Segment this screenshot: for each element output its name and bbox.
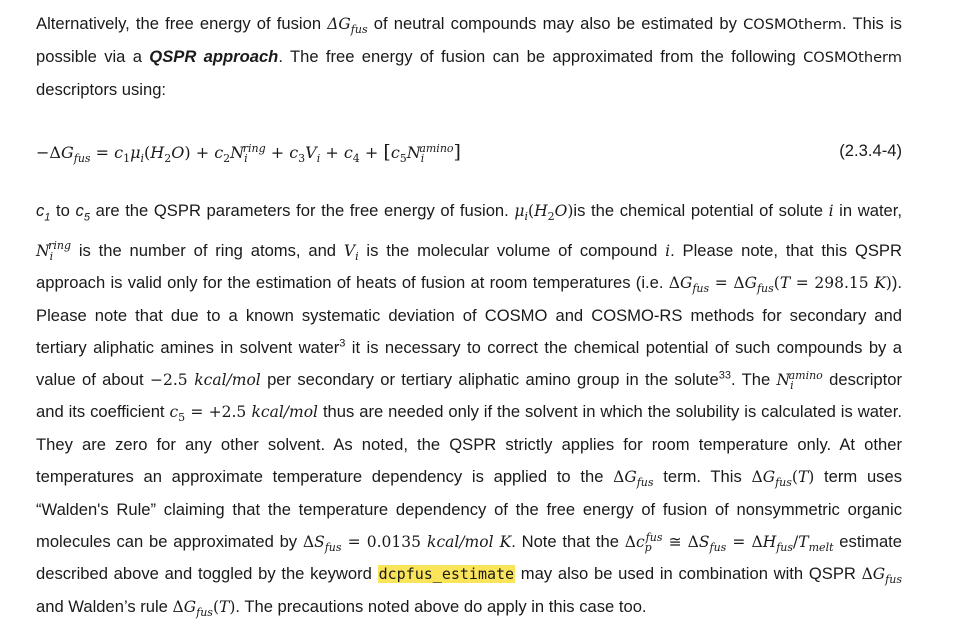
text-span: thus are needed only if the solvent in which the solubility is calculated is water. They are zero for any other solvent. As noted, the QSPR strictly applies for room temperature only. At other temperatures an approximate temperature dependency is applied to the	[36, 402, 902, 487]
text-span: descriptors using:	[36, 79, 167, 99]
text-span: to	[50, 201, 76, 221]
math-dgfus: $\Delta G_{fus}$	[327, 15, 368, 37]
math-n-ring: $N_i^{ring}$	[36, 239, 71, 263]
cosmotherm-name: COSMOtherm	[743, 16, 843, 33]
reference-marker: 33	[718, 369, 731, 382]
text-span: term uses “Walden's Rule” claiming that the temperature dependency of the free energy of fusion of nonsymmetric organic molecules can be approximated by	[36, 467, 902, 551]
text-span: . Note that the	[511, 531, 625, 551]
text-span: descriptor and its coefficient	[36, 369, 902, 422]
reference-marker: 3	[339, 337, 346, 350]
cosmotherm-name: COSMOtherm	[803, 48, 903, 66]
math-minus-2-5: −2.5 kcal/mol	[149, 370, 261, 389]
math-dcpfus: $\Delta c_p^{fus}$ ≅ $\Delta S_{fus} = \Delta H_{fus}/T_{melt}$	[624, 530, 834, 554]
paragraph-body	[36, 195, 902, 624]
text-span: per secondary or tertiary aliphatic amino group in the solute	[260, 369, 719, 389]
math-dgfus-of-t: $\Delta G_{fus}(T)$	[172, 598, 236, 620]
math-mu-water: $\mu_i(H_2O)$	[514, 202, 574, 224]
text-span: of neutral compounds may also be estimated by	[367, 14, 744, 33]
text-span: it is necessary to correct the chemical potential of such compounds by a value of about	[36, 337, 902, 389]
equation-number: (2.3.4-4)	[839, 141, 902, 161]
math-c5: $c_5 = +2.5$ kcal/mol	[169, 403, 319, 425]
text-span: . Please note, that this QSPR approach is valid only for the estimation of heats of fusion at room temperatures (i.e.	[36, 240, 902, 293]
text-span: . The free energy of fusion can be approximated from the following	[278, 46, 804, 66]
text-span: c	[75, 201, 84, 221]
math-dgfus-of-t: $\Delta G_{fus}(T)$	[751, 468, 815, 490]
keyword-highlight: dcpfus_estimate	[378, 565, 515, 584]
text-span: . The	[730, 369, 777, 389]
text-span: is the molecular volume of compound	[358, 240, 666, 260]
text-span: and Walden’s rule	[36, 597, 173, 617]
text-span: in water,	[833, 201, 902, 221]
text-span: 5	[83, 211, 90, 224]
math-dsfus: $\Delta S_{fus} = 0.0135$ kcal/mol K	[302, 532, 512, 554]
math-i: i	[828, 202, 834, 221]
text-span: Alternatively, the free energy of fusion	[36, 14, 328, 33]
qspr-approach-bold: QSPR approach	[149, 46, 279, 66]
math-dgfus: $\Delta G_{fus}$	[861, 565, 902, 587]
text-span: ). Please note that due to a known systematic deviation of COSMO and COSMO-RS methods for secondary and tertiary aliphatic amines in solvent water	[36, 273, 902, 357]
text-span: is the chemical potential of solute	[573, 201, 829, 221]
text-span: term. This	[653, 467, 752, 487]
math-i: i	[665, 241, 671, 260]
text-span: . This is possible via a	[36, 14, 902, 66]
text-span: . The precautions noted above do apply in this case too.	[235, 597, 647, 617]
equation-block	[36, 131, 902, 185]
text-span: may also be used in combination with QSPR	[515, 564, 862, 584]
math-vi: $V_i$	[343, 241, 359, 263]
document-page	[36, 8, 902, 624]
math-dgfus: $\Delta G_{fus}$	[613, 468, 654, 490]
equation-formula: $-\Delta G_{fus} = c_1\mu_i(H_2O) + c_2N_i^{ring} + c_3V_i + c_4 + [c_5N_i^{amino}]$	[36, 141, 461, 166]
paragraph-intro	[36, 8, 902, 105]
math-dgfus-t: $\Delta G_{fus} = \Delta G_{fus}(T = 298.15$ K)	[668, 274, 892, 296]
text-span: 1	[44, 211, 51, 224]
text-span: c	[36, 201, 45, 221]
text-span: estimate described above and toggled by the keyword	[36, 531, 903, 584]
math-n-amino: $N_i^{amino}$	[776, 368, 823, 392]
text-span: are the QSPR parameters for the free energy of fusion.	[89, 201, 515, 221]
text-span: is the number of ring atoms, and	[71, 240, 344, 260]
